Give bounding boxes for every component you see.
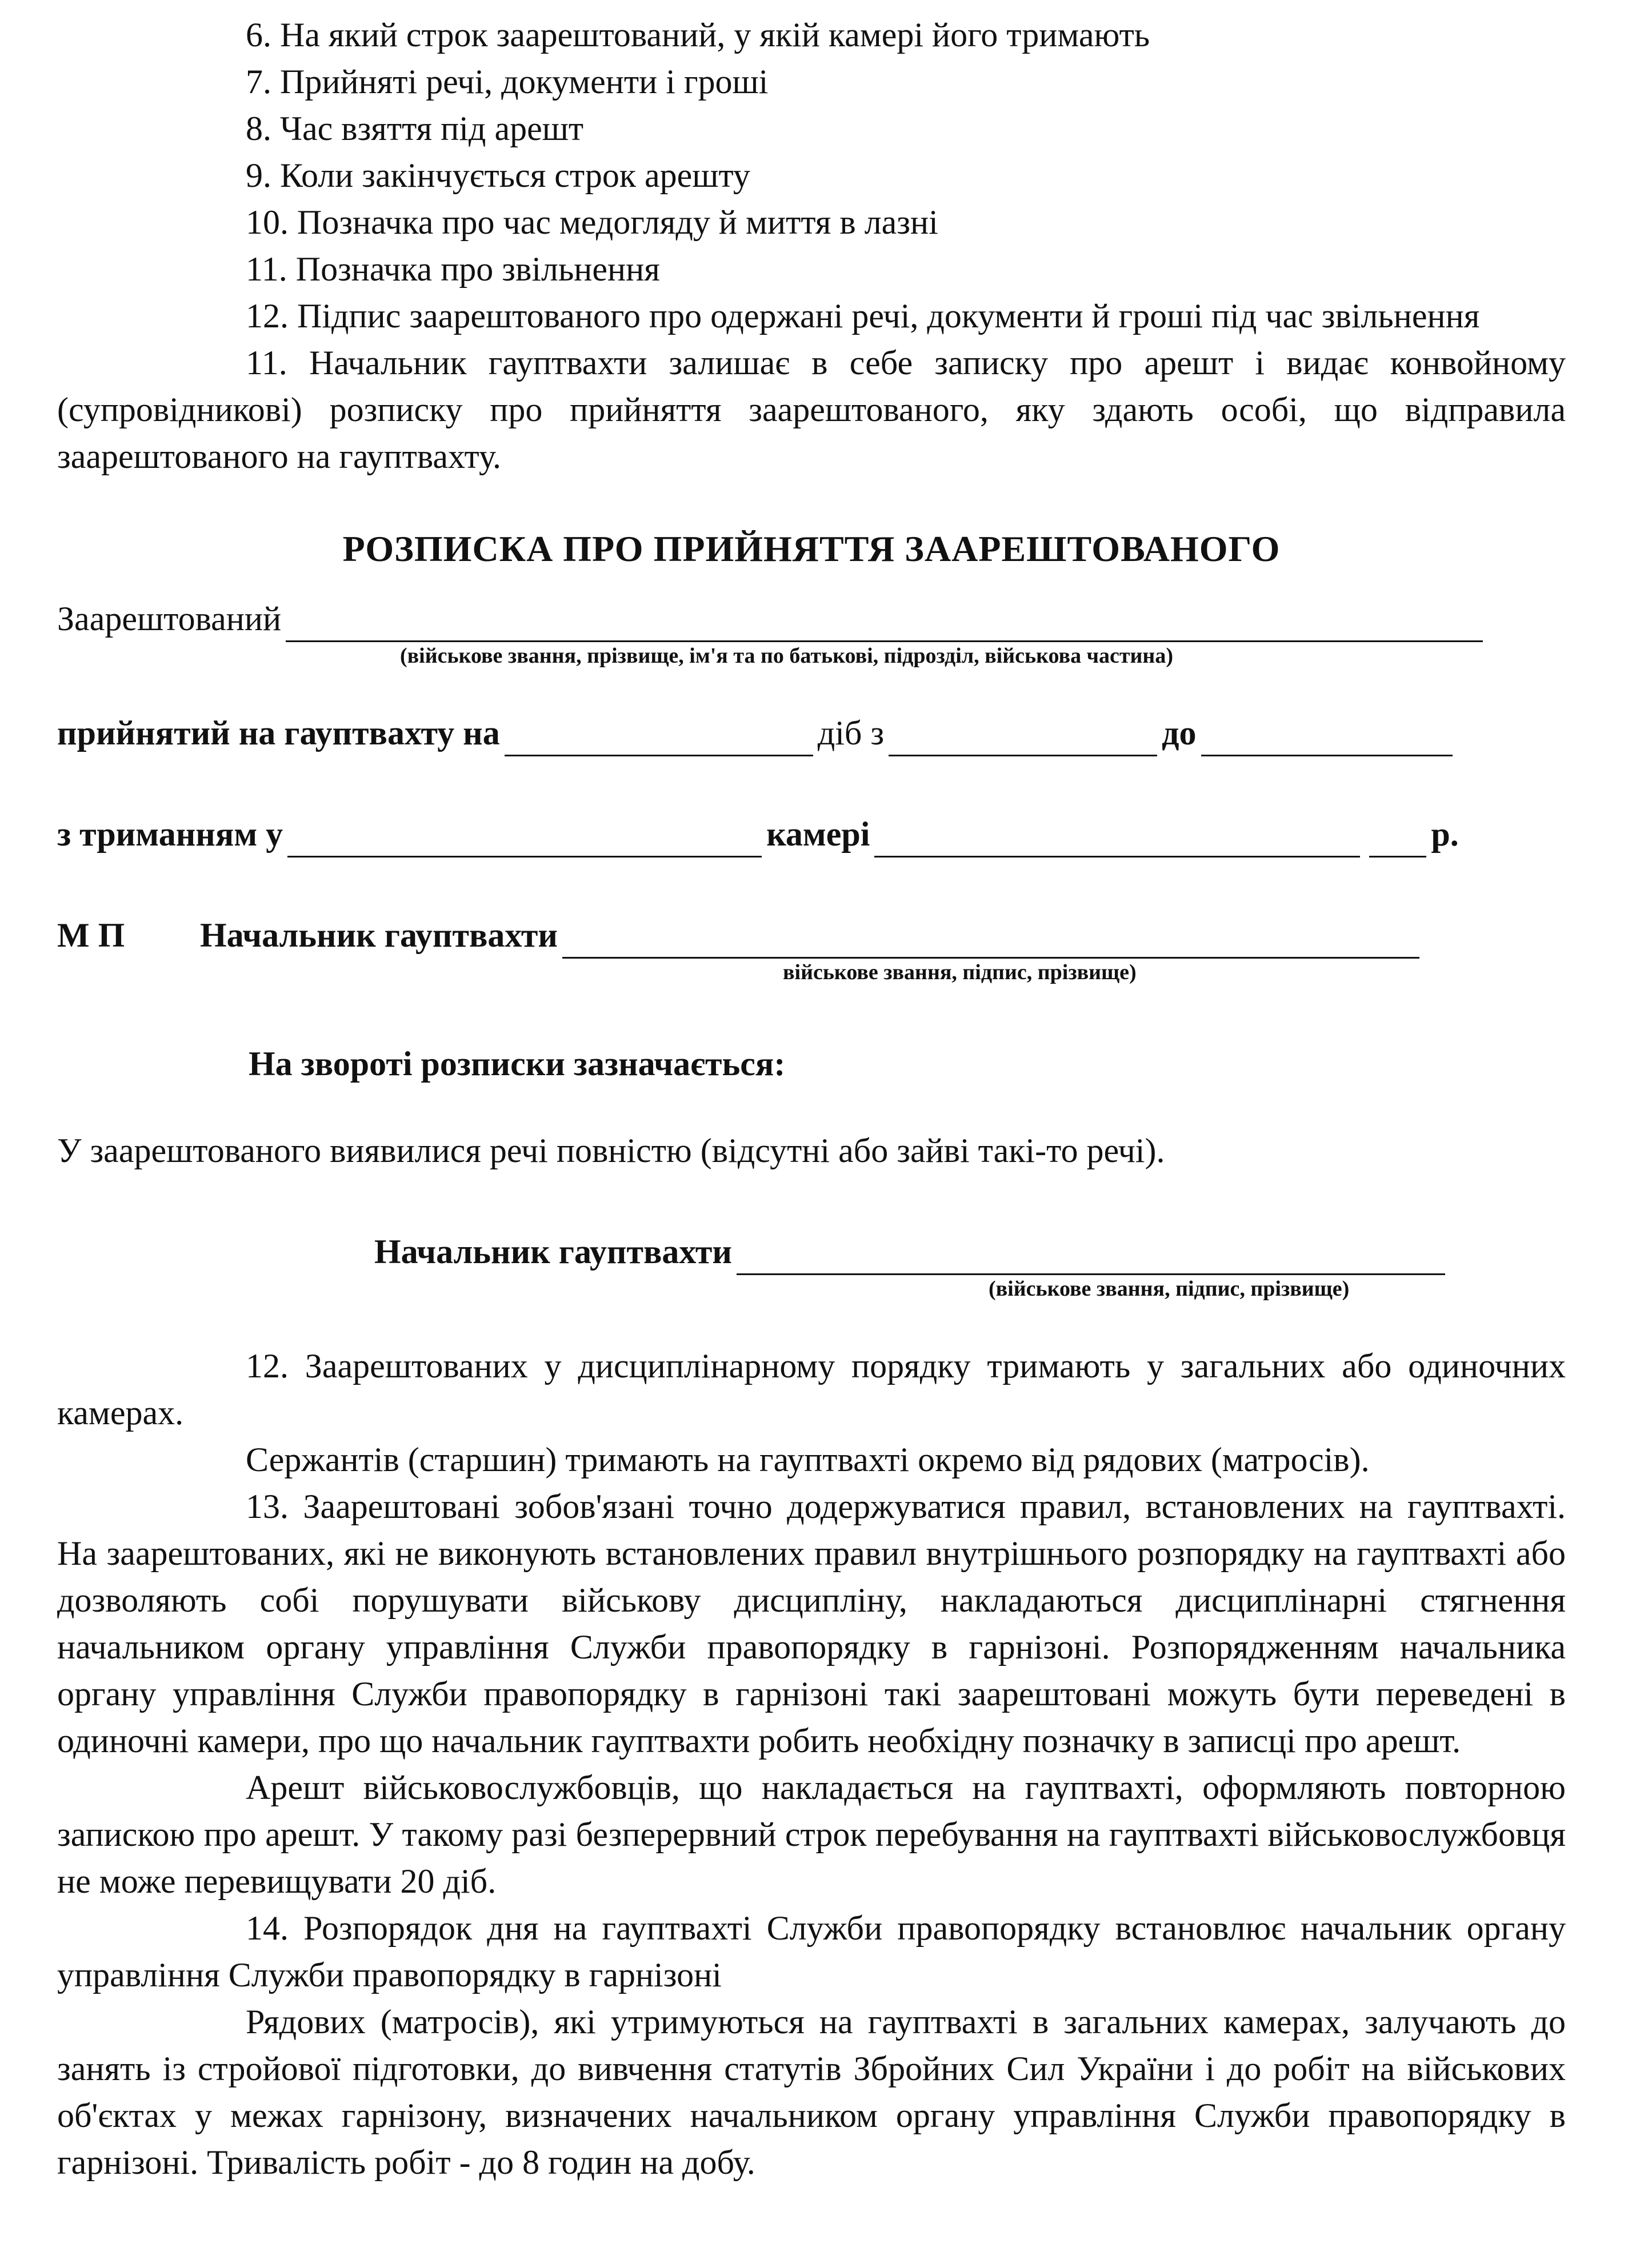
body-text (57, 1343, 1566, 2186)
chief-signature-field (562, 923, 1419, 959)
arrested-caption: (військове звання, прізвище, ім'я та по батькові, підрозділ, військова частина) (400, 644, 1173, 668)
kept-label: з триманням у (57, 815, 283, 853)
date-from-field (889, 720, 1157, 756)
reverse-text: У заарештованого виявилися речі повністю (відсутні або зайві такі-то речі). (57, 1132, 1165, 1169)
list-item: 12. Підпис заарештованого про одержані речі, документи й гроші під час звільнення (246, 297, 1480, 335)
arrested-label: Заарештований (57, 600, 282, 638)
list-item: 10. Позначка про час медогляду й миття в лазні (246, 203, 938, 241)
year-field (1369, 822, 1426, 857)
list-item: 7. Прийняті речі, документи і гроші (246, 63, 769, 101)
chief2-label: Начальник гауптвахти (374, 1233, 732, 1271)
days-count-field (505, 720, 813, 756)
chief-label: Начальник гауптвахти (200, 916, 558, 954)
list-item: 9. Коли закінчується строк арешту (246, 157, 750, 194)
date-to-field (1201, 720, 1453, 756)
receipt-form (57, 595, 1566, 1303)
body-paragraph: 14. Розпорядок дня на гауптвахті Служби правопорядку встановлює начальник органу управління Служби правопорядку в гарнізоні (57, 1909, 1566, 1994)
body-paragraph: Арешт військовослужбовців, що накладається на гауптвахті, оформляють повторною запискою про арешт. У такому разі безперервний строк перебування на гауптвахті військовослужбовця не може перевищувати 20 діб. (57, 1769, 1566, 1900)
days-label: діб з (817, 714, 885, 752)
stamp-label: М П (57, 916, 125, 954)
body-paragraph: 13. Заарештовані зобов'язані точно додержуватися правил, встановлених на гауптвахті. На заарештованих, які не виконують встановлених правил внутрішнього розпорядку на гауптвахті або дозволяють собі порушувати військову дисципліну, накладаються дисциплінарні стягнення начальником органу управління Служби правопорядку в гарнізоні. Розпорядженням начальника органу управління Служби правопорядку в гарнізоні такі заарештовані можуть бути переведені в одиночні камери, про що начальник гауптвахти робить необхідну позначку в записці про арешт. (57, 1488, 1566, 1760)
arrested-name-field (286, 606, 1483, 642)
to-label: до (1162, 714, 1197, 752)
chief-row (57, 912, 1566, 959)
arrested-row (57, 595, 1566, 642)
chief2-signature-field (737, 1239, 1445, 1275)
list-top (57, 11, 1566, 339)
accepted-label: прийнятий на гауптвахту на (57, 714, 500, 752)
list-item: 6. На який строк заарештований, у якій камері його тримають (246, 16, 1150, 54)
body-paragraph: Рядових (матросів), які утримуються на гауптвахті в загальних камерах, залучають до занять із стройової підготовки, до вивчення статутів Збройних Сил України і до робіт на військових об'єктах у межах гарнізону, визначених начальником органу управління Служби правопорядку в гарнізоні. Тривалість робіт - до 8 годин на добу. (57, 2003, 1566, 2181)
chief-caption: військове звання, підпис, прізвище) (783, 960, 1137, 984)
body-paragraph: Сержантів (старшин) тримають на гауптвахті окремо від рядових (матросів). (246, 1441, 1370, 1478)
list-item: 11. Позначка про звільнення (246, 250, 660, 288)
chief2-caption: (військове звання, підпис, прізвище) (989, 1277, 1350, 1301)
reverse-heading: На звороті розписки зазначається: (249, 1045, 786, 1083)
cell-date-field (874, 822, 1360, 857)
paragraph-11: 11. Начальник гауптвахти залишає в себе записку про арешт і видає конвойному (супровідникові) розписку про прийняття заарештованого, яку здають особі, що відправила заарештованого на гауптвахту. (57, 344, 1566, 475)
form-title: РОЗПИСКА ПРО ПРИЙНЯТТЯ ЗААРЕШТОВАНОГО (342, 528, 1281, 569)
cell-type-field (287, 822, 762, 857)
document-page (57, 11, 1566, 2186)
year-label: р. (1431, 815, 1459, 853)
body-paragraph: 12. Заарештованих у дисциплінарному порядку тримають у загальних або одиночних камерах. (57, 1347, 1566, 1432)
accepted-row (57, 710, 1566, 756)
list-item: 8. Час взяття під арешт (246, 110, 584, 147)
chief2-row (57, 1228, 1566, 1275)
cell-label: камері (766, 815, 870, 853)
kept-row (57, 811, 1566, 857)
